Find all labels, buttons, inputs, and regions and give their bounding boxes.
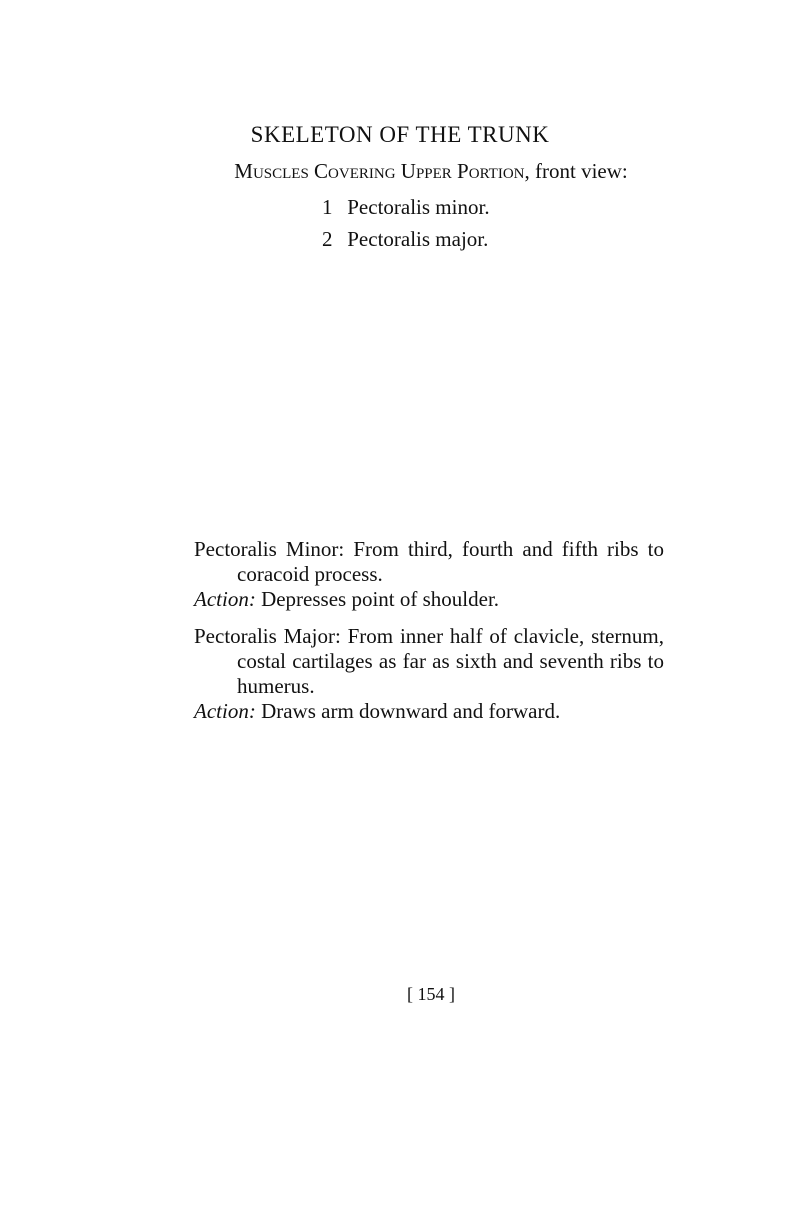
page-number: [ 154 ] [407, 984, 455, 1004]
legend-item [322, 191, 490, 223]
action-label: Action: [194, 587, 256, 611]
subtitle [0, 156, 800, 186]
legend-number: 1 [322, 195, 333, 219]
legend-label: Pectoralis major. [347, 227, 489, 251]
subtitle-smallcaps: Muscles Covering Upper Portion [234, 159, 525, 183]
muscle-description: Pectoralis Minor: From third, fourth and fifth ribs to coracoid process. [194, 537, 664, 586]
muscle-description: Pectoralis Major: From inner half of clavicle, sternum, costal cartilages as far as sixth and seventh ribs to humerus. [194, 624, 664, 698]
subtitle-rest: , front view: [524, 159, 628, 183]
legend-number: 2 [322, 227, 333, 251]
action-text: Draws arm downward and forward. [255, 699, 561, 723]
action-text: Depresses point of shoulder. [255, 587, 500, 611]
action-label: Action: [194, 699, 256, 723]
legend-label: Pectoralis minor. [347, 195, 490, 219]
page-title: SKELETON OF THE TRUNK [250, 122, 550, 147]
legend-item [322, 223, 490, 255]
muscle-action [194, 587, 664, 612]
muscle-descriptions [194, 537, 664, 724]
figure-legend [322, 191, 490, 255]
muscle-action [194, 699, 664, 724]
